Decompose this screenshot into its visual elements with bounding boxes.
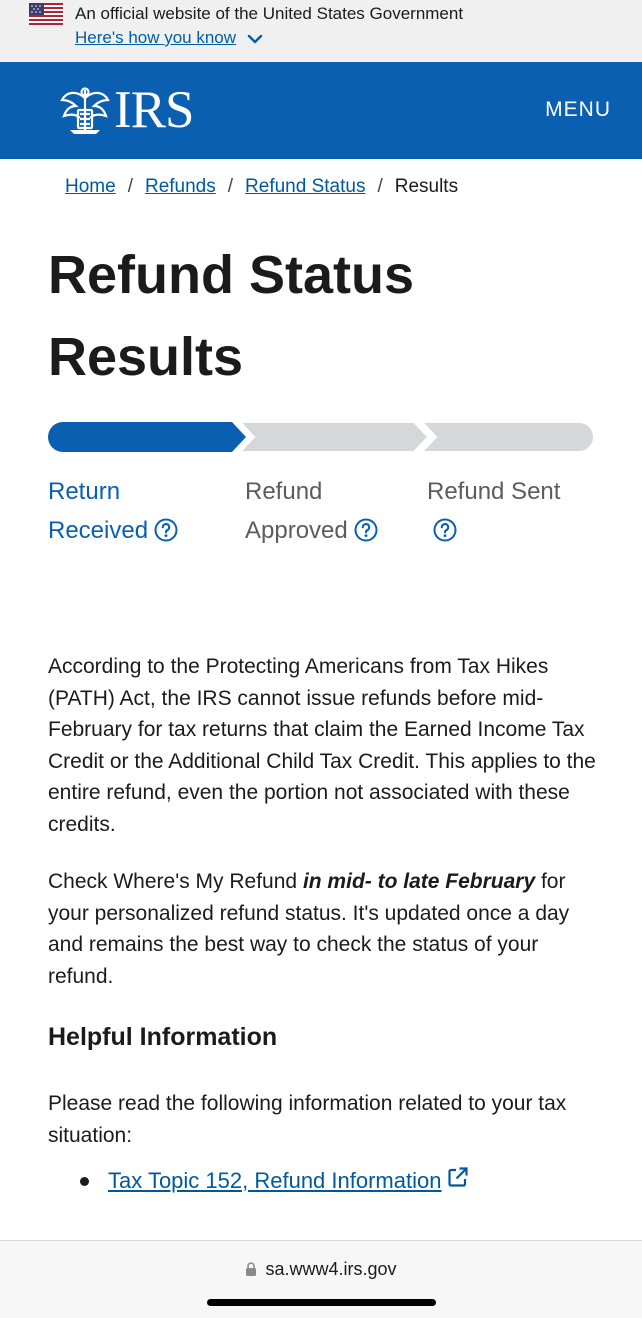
help-question-icon[interactable] [354,518,378,542]
refund-progress-bar [48,422,594,452]
tax-topic-152-link[interactable]: Tax Topic 152, Refund Information [108,1168,442,1193]
path-act-paragraph: According to the Protecting Americans from Tax Hikes (PATH) Act, the IRS cannot issue refunds before mid-February for tax returns that claim the Earned Income Tax Credit or the Additional Child Tax Credit. This applies to the entire refund, even the portion not associated with these credits. [48,655,596,836]
bullet-point [80,1177,89,1186]
irs-logo[interactable] [58,81,194,139]
help-question-icon[interactable] [433,518,457,542]
breadcrumb-separator: / [377,176,383,197]
step-label-line1: Refund Sent [427,478,561,505]
step-return-received [48,472,178,550]
list-item [80,1168,469,1194]
browser-address-bar [0,1240,642,1318]
menu-button[interactable]: MENU [545,98,611,121]
lock-icon [245,1262,257,1276]
breadcrumb-home-link[interactable]: Home [65,176,116,197]
page-title-line2: Results [48,327,244,387]
step-label-line2: Approved [245,517,348,544]
help-question-icon[interactable] [154,518,178,542]
page-title-line1: Refund Status [48,245,415,305]
heres-how-you-know-link[interactable]: Here's how you know [75,28,237,47]
helpful-intro-paragraph: Please read the following information related to your tax situation: [48,1092,567,1147]
gov-banner-text: An official website of the United States Government [75,4,464,23]
eagle-emblem-icon [58,84,112,136]
helpful-information-heading: Helpful Information [48,1023,278,1051]
progress-segment-return-received [48,422,246,452]
progress-segment-refund-approved [240,422,428,452]
breadcrumb-refunds-link[interactable]: Refunds [144,176,216,197]
page-title [48,234,608,398]
gov-banner [0,0,642,62]
step-label-line1: Return [48,478,121,505]
breadcrumb-separator: / [227,176,234,197]
chevron-down-icon[interactable] [246,30,264,48]
check-status-text-after: for your personalized refund status. It's updated once a day and remains the best way to check the status of your refund. [48,870,570,988]
step-refund-approved [245,472,378,550]
site-header [0,62,642,159]
breadcrumb-current: Results [394,176,459,197]
check-status-paragraph [48,866,608,992]
home-indicator[interactable] [207,1299,436,1306]
irs-logo-text: IRS [114,81,194,139]
url-display[interactable] [0,1259,642,1280]
step-refund-sent [427,472,560,550]
external-link-icon[interactable] [447,1166,469,1188]
step-label-line1: Refund [245,478,323,505]
breadcrumb [65,176,458,198]
check-status-emphasis: in mid- to late February [302,870,536,893]
us-flag-icon [29,3,63,25]
progress-segment-refund-sent [422,422,594,452]
progress-steps [48,472,608,552]
step-label-line2: Received [48,517,149,544]
breadcrumb-separator: / [127,176,133,197]
breadcrumb-refund-status-link[interactable]: Refund Status [245,176,366,197]
url-text: sa.www4.irs.gov [265,1259,397,1279]
check-status-text-before: Check Where's My Refund [48,870,303,893]
